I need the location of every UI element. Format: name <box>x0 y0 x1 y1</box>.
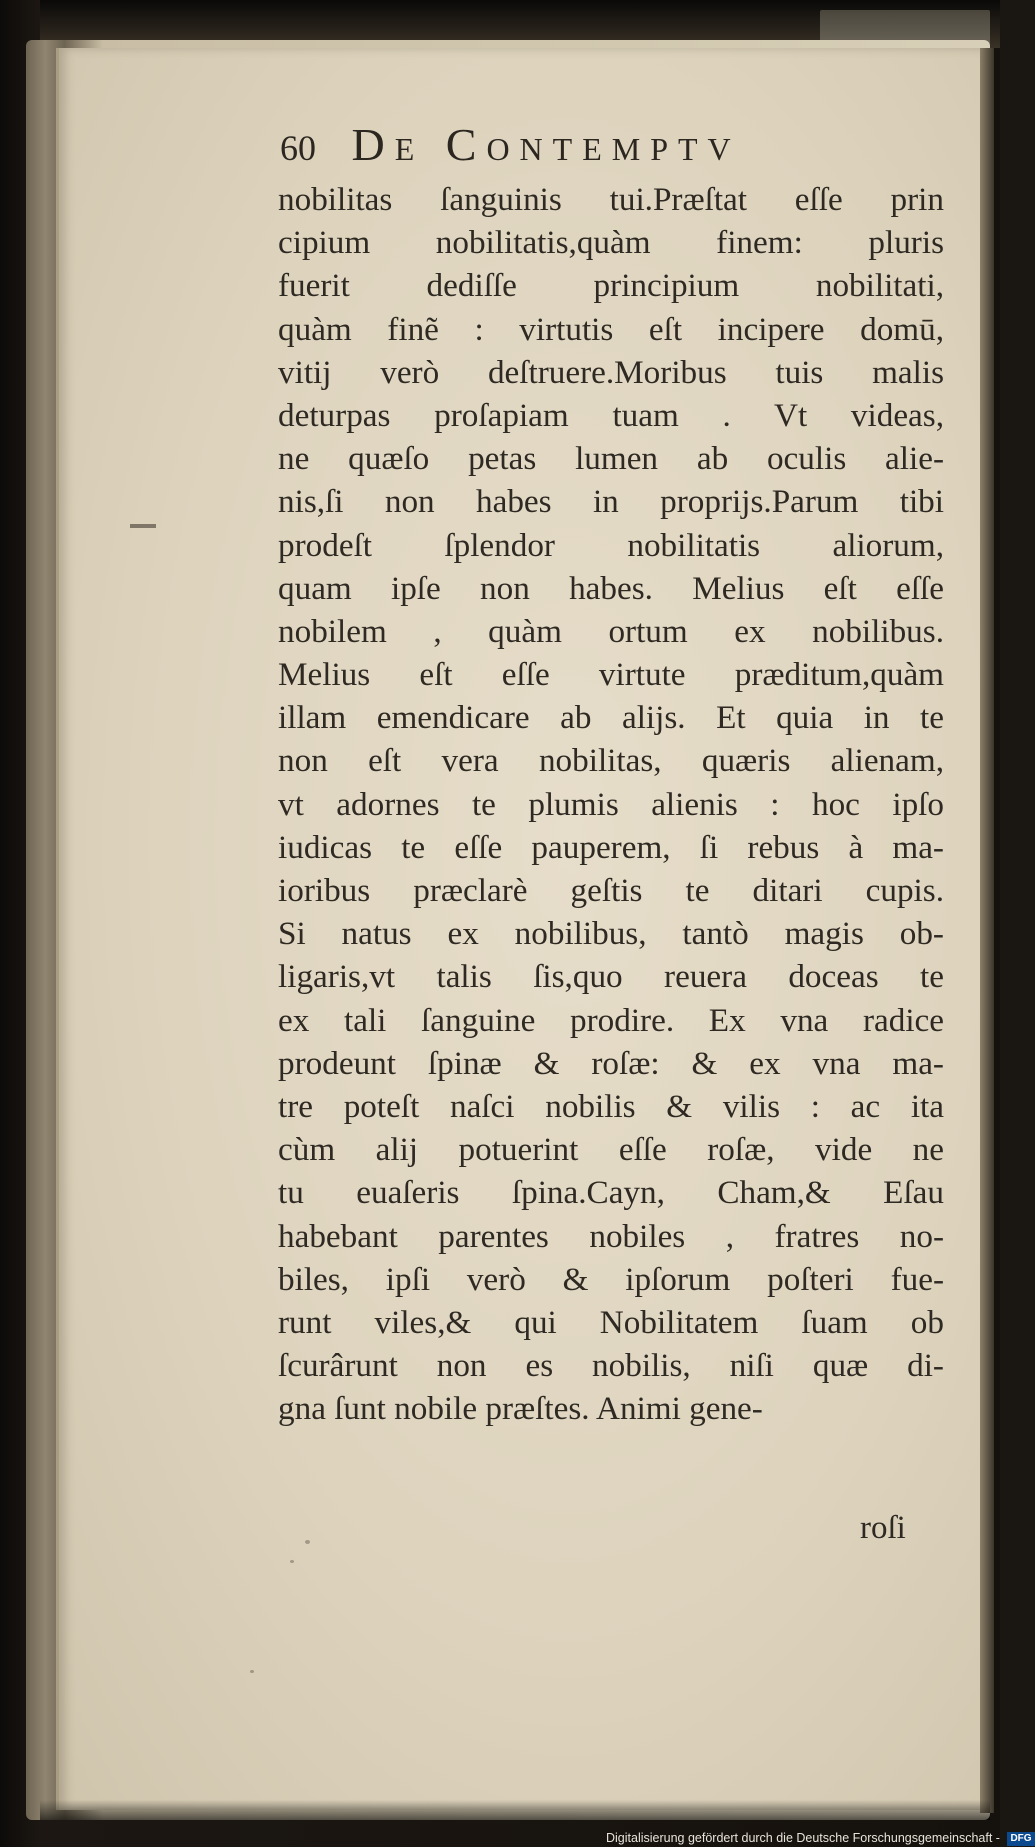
text-line: ex tali ſanguine prodire. Ex vna radice <box>278 1001 944 1039</box>
text-line: ioribus præclarè geſtis te ditari cupis. <box>278 872 944 909</box>
text-line: deturpas proſapiam tuam . Vt videas, <box>278 396 944 434</box>
text-line: prodeſt ſplendor nobilitatis aliorum, <box>278 526 944 564</box>
text-line: Melius eſt eſſe virtute præditum,quàm <box>278 656 944 694</box>
running-title: De Contemptv <box>351 119 741 170</box>
page-number: 60 <box>280 128 316 168</box>
text-line: iudicas te eſſe pauperem, ſi rebus à ma- <box>278 828 944 866</box>
text-line: tu euaſeris ſpina.Cayn, Cham,& Eſau <box>278 1174 944 1212</box>
text-line: ligaris,vt talis ſis,quo reuera doceas te <box>278 958 944 996</box>
text-line: nobilem , quàm ortum ex nobilibus. <box>278 612 944 650</box>
text-line: quam ipſe non habes. Melius eſt eſſe <box>278 569 944 607</box>
digitization-credit <box>606 1829 1035 1847</box>
page-bottom-shadow <box>40 1800 990 1820</box>
paper-speck <box>305 1540 310 1544</box>
text-line: gna ſunt nobile præſtes. Animi gene- <box>278 1390 763 1428</box>
text-line: vt adornes te plumis alienis : hoc ipſo <box>278 785 944 823</box>
text-line: cipium nobilitatis,quàm finem: pluris <box>278 224 944 262</box>
text-line: habebant parentes nobiles , fratres no- <box>278 1217 944 1255</box>
text-line: Si natus ex nobilibus, tantò magis ob- <box>278 915 944 953</box>
text-line: biles, ipſi verò & ipſorum poſteri fue- <box>278 1260 944 1298</box>
dfg-logo: DFG <box>1007 1832 1034 1846</box>
text-line: tre poteſt naſci nobilis & vilis : ac ita <box>278 1087 944 1125</box>
paper-speck <box>290 1560 294 1563</box>
text-line: ne quæſo petas lumen ab oculis alie- <box>278 440 944 478</box>
text-line: cùm alij potuerint eſſe roſæ, vide ne <box>278 1131 944 1169</box>
credit-text: Digitalisierung gefördert durch die Deutsche Forschungsgemeinschaft - <box>606 1831 1000 1845</box>
text-line: quàm finẽ : virtutis eſt incipere domū, <box>278 310 944 348</box>
margin-mark <box>130 524 156 528</box>
text-line: illam emendicare ab alijs. Et quia in te <box>278 699 944 737</box>
paper-speck <box>250 1670 254 1673</box>
text-line: vitij verò deſtruere.Moribus tuis malis <box>278 353 944 391</box>
text-line: non eſt vera nobilitas, quæris alienam, <box>278 742 944 780</box>
text-line: ſcurârunt non es nobilis, niſi quæ di- <box>278 1347 944 1385</box>
body-text <box>278 178 944 1430</box>
catchword: roſi <box>860 1510 906 1546</box>
page-right-edge <box>980 48 994 1813</box>
text-line: nobilitas ſanguinis tui.Præſtat eſſe prin <box>278 181 944 218</box>
text-line: runt viles,& qui Nobilitatem ſuam ob <box>278 1303 944 1341</box>
text-line: nis,ſi non habes in proprijs.Parum tibi <box>278 483 944 521</box>
running-header <box>280 118 900 178</box>
text-line: prodeunt ſpinæ & roſæ: & ex vna ma- <box>278 1044 944 1082</box>
text-line: fuerit dediſſe principium nobilitati, <box>278 267 944 305</box>
